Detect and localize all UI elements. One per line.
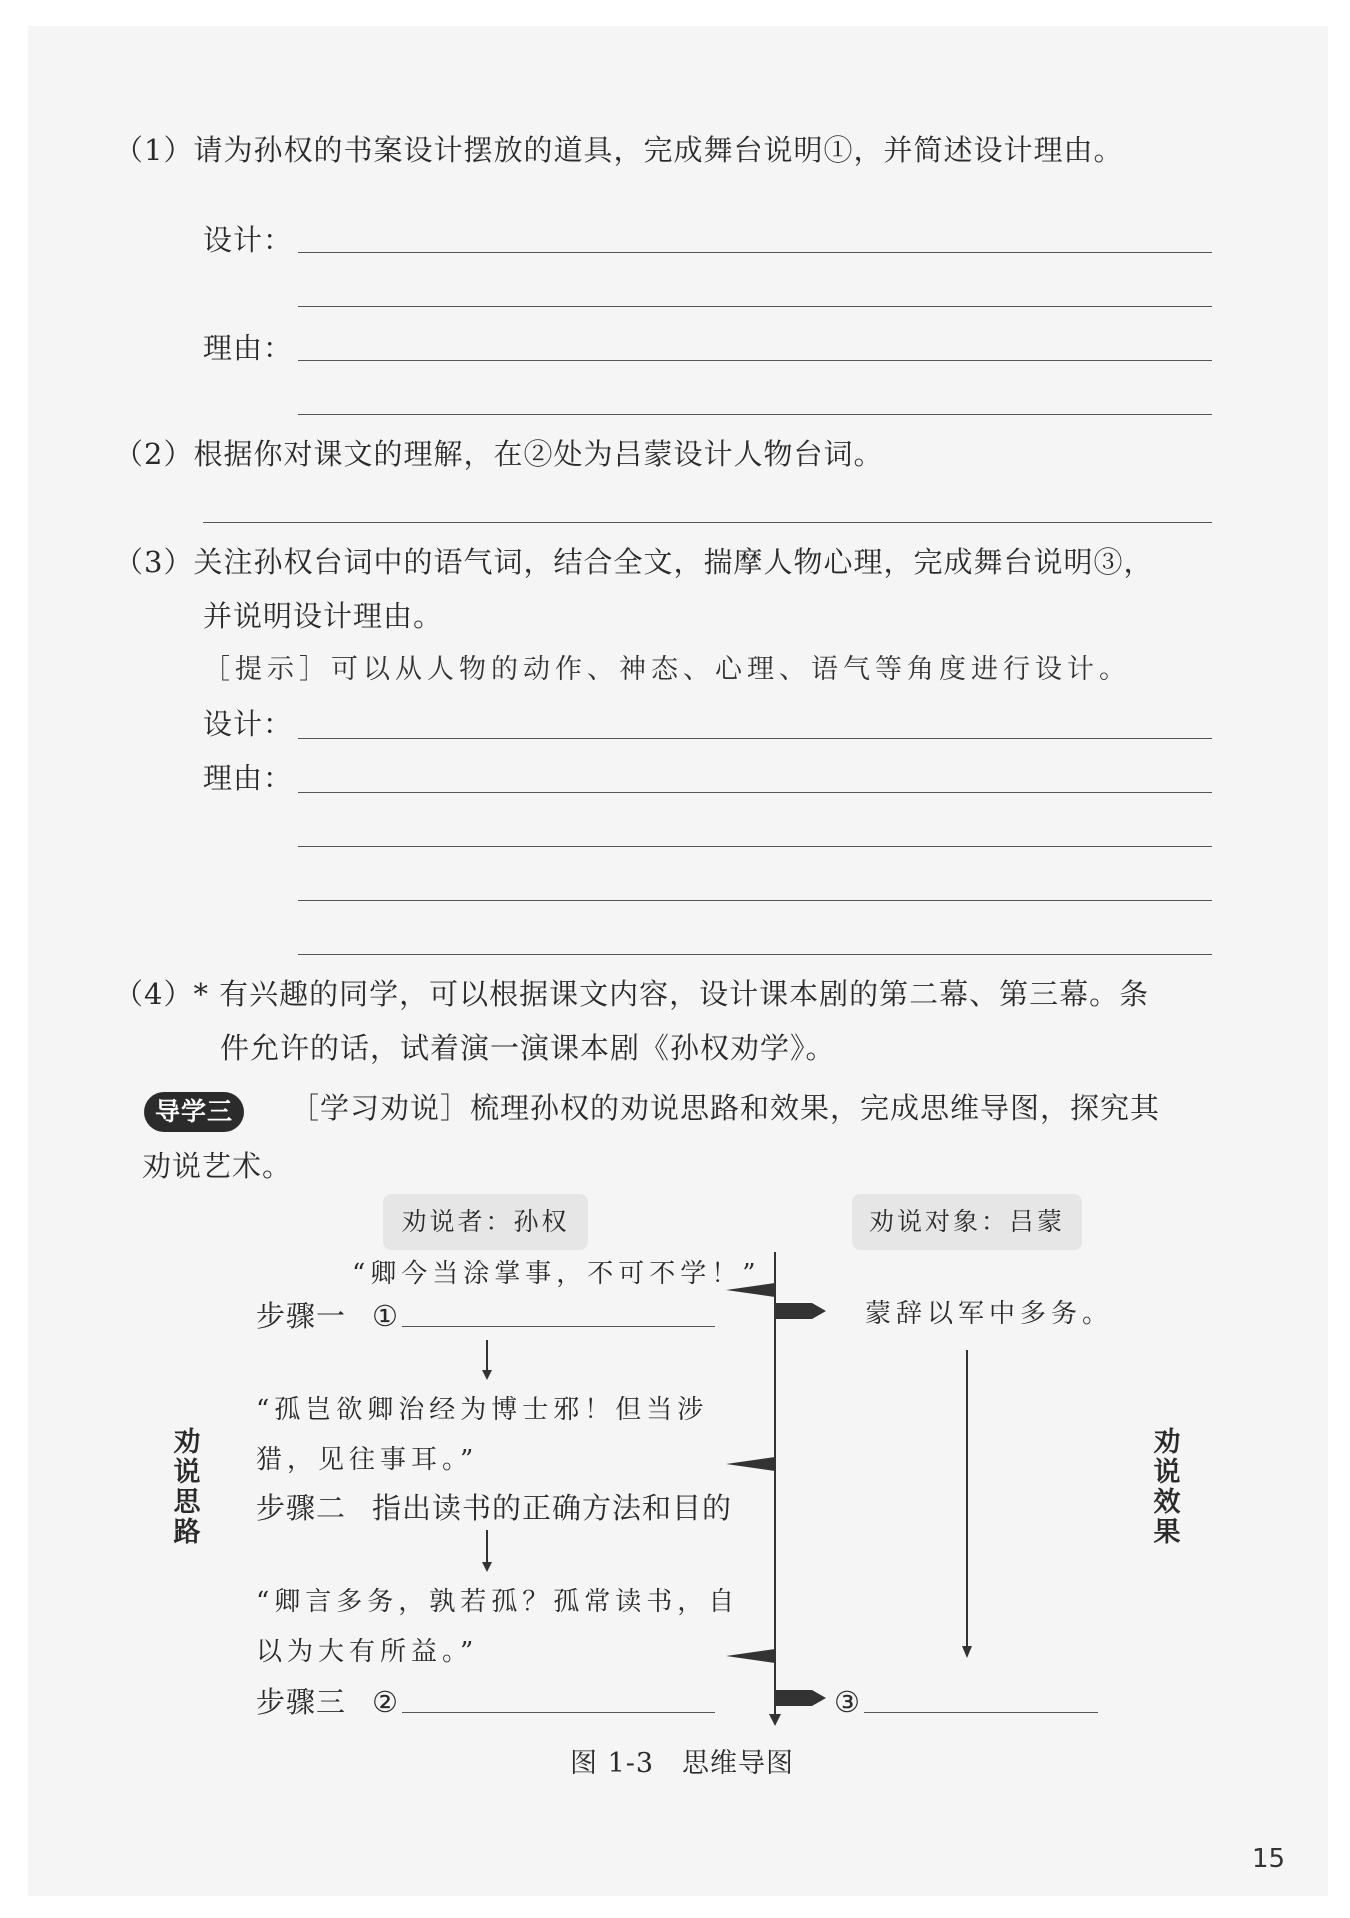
- step2-label: 步骤二: [256, 1491, 347, 1525]
- effect-1: 蒙辞以军中多务。: [865, 1299, 1114, 1329]
- timeline-arrowhead: [769, 1714, 781, 1726]
- flow-arrowhead-1: [482, 1370, 492, 1380]
- section-badge: 导学三: [144, 1092, 244, 1132]
- section3-line2: 劝说艺术。: [142, 1149, 293, 1183]
- right-marker-3: [775, 1690, 826, 1706]
- quote-3-line1: “卿言多务，孰若孤？孤常读书，自: [256, 1587, 740, 1617]
- step3-label: 步骤三: [256, 1685, 347, 1719]
- q2-prompt: （2）根据你对课文的理解，在②处为吕蒙设计人物台词。: [114, 437, 884, 471]
- q3-hint: ［提示］可以从人物的动作、神态、心理、语气等角度进行设计。: [203, 654, 1131, 685]
- effect3-marker: ③: [834, 1685, 861, 1719]
- left-marker-3: [726, 1649, 775, 1663]
- q3-reason-label: 理由：: [203, 761, 294, 795]
- left-side-label: 劝说思路: [173, 1427, 201, 1548]
- step3-marker: ②: [372, 1685, 399, 1719]
- quote-2-line2: 猎，见往事耳。”: [256, 1445, 479, 1475]
- flow-arrowhead-2: [482, 1562, 492, 1572]
- q1-prompt: （1）请为孙权的书案设计摆放的道具，完成舞台说明①，并简述设计理由。: [114, 133, 1124, 167]
- right-marker-1: [775, 1303, 826, 1319]
- quote-3-line2: 以为大有所益。”: [256, 1637, 479, 1667]
- q4-prompt-line1: （4）* 有兴趣的同学，可以根据课文内容，设计课本剧的第二幕、第三幕。条: [114, 977, 1150, 1011]
- q3-prompt-line2: 并说明设计理由。: [203, 599, 444, 633]
- step1-answer-line[interactable]: [402, 1326, 715, 1327]
- quote-2-line1: “孤岂欲卿治经为博士邪！但当涉: [256, 1395, 709, 1425]
- q3-design-label: 设计：: [203, 707, 294, 741]
- right-side-label: 劝说效果: [1153, 1427, 1181, 1548]
- q1-design-label: 设计：: [203, 223, 294, 257]
- figure-caption: 图 1-3 思维导图: [570, 1748, 795, 1779]
- effect3-answer-line[interactable]: [864, 1712, 1098, 1713]
- q1-reason-label: 理由：: [203, 331, 294, 365]
- q3-prompt-line1: （3）关注孙权台词中的语气词，结合全文，揣摩人物心理，完成舞台说明③，: [114, 545, 1154, 579]
- target-header: 劝说对象：吕蒙: [852, 1194, 1082, 1250]
- quote-1: “卿今当涂掌事，不可不学！”: [352, 1259, 761, 1289]
- step3-answer-line[interactable]: [402, 1712, 715, 1713]
- effect-arrowhead: [962, 1646, 972, 1658]
- step1-label: 步骤一: [256, 1299, 347, 1333]
- q4-prompt-line2: 件允许的话，试着演一演课本剧《孙权劝学》。: [220, 1031, 836, 1065]
- left-marker-2: [726, 1457, 775, 1471]
- page-number: 15: [1252, 1844, 1286, 1874]
- persuader-header: 劝说者：孙权: [383, 1194, 588, 1250]
- step1-marker: ①: [372, 1299, 399, 1333]
- step2-text: 指出读书的正确方法和目的: [372, 1491, 733, 1525]
- section3-line1: ［学习劝说］梳理孙权的劝说思路和效果，完成思维导图，探究其: [290, 1091, 1161, 1125]
